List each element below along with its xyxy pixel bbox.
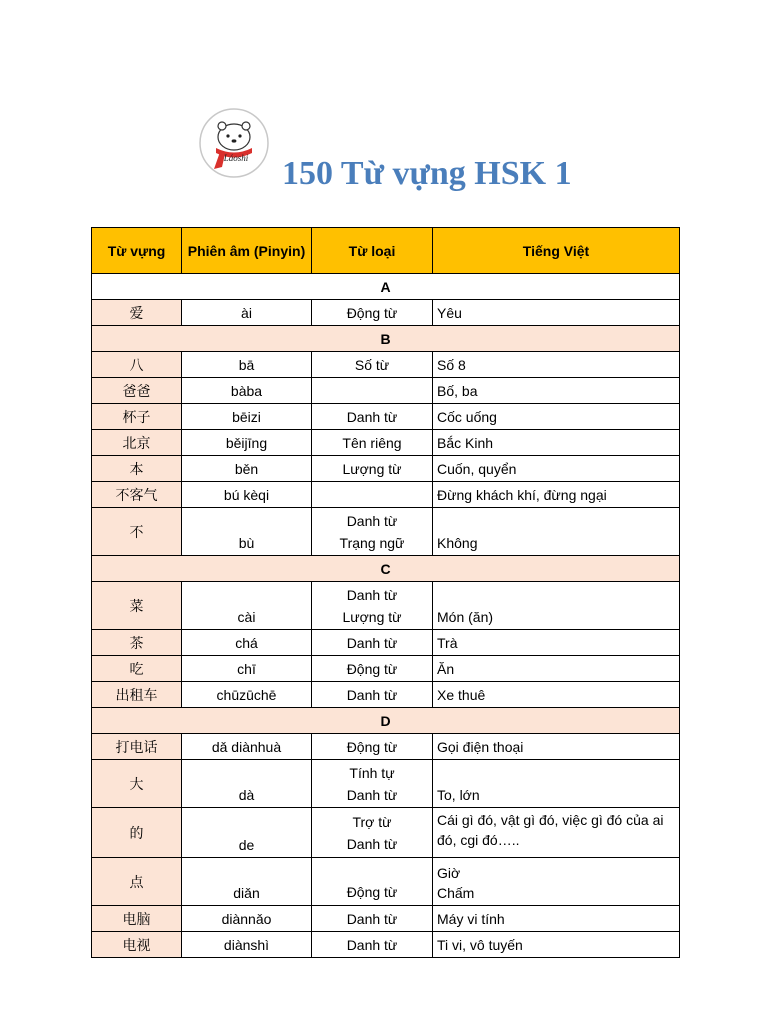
word-type-cell <box>312 430 433 456</box>
hanzi-cell: 不 <box>92 508 182 556</box>
laoshi-logo <box>198 107 270 179</box>
hanzi-cell: 电视 <box>92 932 182 958</box>
table-row <box>92 682 680 708</box>
meaning-cell <box>433 352 680 378</box>
table-row <box>92 482 680 508</box>
table-row <box>92 352 680 378</box>
header-vocabulary: Từ vựng <box>92 228 182 274</box>
meaning-cell <box>433 378 680 404</box>
hanzi-cell: 不客气 <box>92 482 182 508</box>
hanzi-cell: 菜 <box>92 582 182 630</box>
table-row <box>92 404 680 430</box>
header-word-type: Từ loại <box>312 228 433 274</box>
meaning-text: Cốc uống <box>437 408 497 425</box>
meaning-cell <box>433 582 680 630</box>
meaning-text: Ăn <box>437 660 455 677</box>
pinyin-cell: bù <box>182 508 312 556</box>
word-type-text: Danh từ <box>346 586 398 603</box>
pinyin-cell: dà <box>182 760 312 808</box>
meaning-cell <box>433 760 680 808</box>
word-type-text: Lượng từ <box>342 608 402 625</box>
meaning-cell <box>433 656 680 682</box>
word-type-cell <box>312 682 433 708</box>
word-type-cell <box>312 906 433 932</box>
word-type-cell <box>312 656 433 682</box>
word-type-text: Tính tự <box>349 764 395 781</box>
meaning-cell <box>433 734 680 760</box>
word-type-cell <box>312 300 433 326</box>
word-type-text: Danh từ <box>346 634 398 651</box>
meaning-text: Không <box>437 535 478 551</box>
letter-row <box>92 274 680 300</box>
hanzi-cell: 北京 <box>92 430 182 456</box>
pinyin-cell: diǎn <box>182 858 312 906</box>
hanzi-cell: 出租车 <box>92 682 182 708</box>
meaning-text: Bắc Kinh <box>437 434 494 451</box>
letter-heading: D <box>92 708 680 734</box>
table-row <box>92 656 680 682</box>
word-type-cell <box>312 734 433 760</box>
word-type-text: Danh từ <box>346 686 398 703</box>
word-type-text: Danh từ <box>346 786 398 803</box>
hanzi-cell: 杯子 <box>92 404 182 430</box>
meaning-text: Máy vi tính <box>437 910 505 927</box>
pinyin-cell: de <box>182 808 312 858</box>
meaning-text: Xe thuê <box>437 686 486 703</box>
table-row <box>92 932 680 958</box>
letter-heading: A <box>92 274 680 300</box>
word-type-text: Danh từ <box>346 408 398 425</box>
pinyin-cell: chī <box>182 656 312 682</box>
meaning-text: Gọi điện thoại <box>437 738 524 755</box>
meaning-text: Chấm <box>437 885 475 901</box>
word-type-text: Động từ <box>346 738 398 755</box>
word-type-text: Danh từ <box>346 512 398 529</box>
meaning-text: Cái gì đó, vật gì đó, việc gì đó của ai đó, cgi đó….. <box>437 812 664 848</box>
letter-heading: C <box>92 556 680 582</box>
pinyin-cell: bàba <box>182 378 312 404</box>
meaning-cell <box>433 808 680 858</box>
hanzi-cell: 点 <box>92 858 182 906</box>
table-row <box>92 300 680 326</box>
word-type-text: Trợ từ <box>352 813 392 830</box>
pinyin-cell: bēizi <box>182 404 312 430</box>
header-pinyin: Phiên âm (Pinyin) <box>182 228 312 274</box>
word-type-cell <box>312 378 433 404</box>
hanzi-cell: 八 <box>92 352 182 378</box>
pinyin-cell: běn <box>182 456 312 482</box>
table-row <box>92 808 680 858</box>
hanzi-cell: 吃 <box>92 656 182 682</box>
meaning-cell <box>433 300 680 326</box>
hanzi-cell: 的 <box>92 808 182 858</box>
table-row <box>92 630 680 656</box>
word-type-text: Động từ <box>346 884 398 900</box>
meaning-text: Món (ăn) <box>437 609 494 625</box>
word-type-text: Động từ <box>346 304 398 321</box>
pinyin-cell: diànnǎo <box>182 906 312 932</box>
word-type-text: Động từ <box>346 660 398 677</box>
word-type-cell <box>312 858 433 906</box>
word-type-cell <box>312 760 433 808</box>
letter-row <box>92 556 680 582</box>
word-type-cell <box>312 404 433 430</box>
hanzi-cell: 电脑 <box>92 906 182 932</box>
letter-row <box>92 708 680 734</box>
pinyin-cell: chá <box>182 630 312 656</box>
meaning-text: Đừng khách khí, đừng ngại <box>437 486 607 503</box>
word-type-cell <box>312 482 433 508</box>
meaning-cell <box>433 508 680 556</box>
letter-row <box>92 326 680 352</box>
meaning-text: Số 8 <box>437 356 466 373</box>
table-row <box>92 378 680 404</box>
hanzi-cell: 本 <box>92 456 182 482</box>
table-row <box>92 858 680 906</box>
letter-heading: B <box>92 326 680 352</box>
meaning-cell <box>433 456 680 482</box>
meaning-cell <box>433 404 680 430</box>
meaning-text: Ti vi, vô tuyến <box>437 936 523 953</box>
table-row <box>92 508 680 556</box>
pinyin-cell: cài <box>182 582 312 630</box>
pinyin-cell: bú kèqi <box>182 482 312 508</box>
meaning-cell <box>433 430 680 456</box>
pinyin-cell: diànshì <box>182 932 312 958</box>
word-type-cell <box>312 456 433 482</box>
meaning-cell <box>433 906 680 932</box>
meaning-cell <box>433 932 680 958</box>
table-row <box>92 456 680 482</box>
svg-text:Láoshi: Láoshi <box>223 153 249 163</box>
meaning-text: Giờ <box>437 865 461 881</box>
meaning-cell <box>433 630 680 656</box>
hanzi-cell: 爱 <box>92 300 182 326</box>
vocabulary-table <box>91 227 680 958</box>
word-type-text: Tên riêng <box>342 434 402 451</box>
pinyin-cell: běijīng <box>182 430 312 456</box>
word-type-cell <box>312 508 433 556</box>
word-type-text: Danh từ <box>346 835 398 852</box>
hanzi-cell: 大 <box>92 760 182 808</box>
meaning-cell <box>433 858 680 906</box>
word-type-text: Số từ <box>354 356 390 373</box>
table-row <box>92 430 680 456</box>
table-header-row <box>92 228 680 274</box>
word-type-text: Danh từ <box>346 936 398 953</box>
table-row <box>92 734 680 760</box>
word-type-text: Lượng từ <box>342 460 402 477</box>
hanzi-cell: 打电话 <box>92 734 182 760</box>
meaning-text: Bố, ba <box>437 382 478 399</box>
meaning-cell <box>433 682 680 708</box>
word-type-cell <box>312 582 433 630</box>
word-type-cell <box>312 932 433 958</box>
table-row <box>92 906 680 932</box>
word-type-cell <box>312 630 433 656</box>
pinyin-cell: chūzūchē <box>182 682 312 708</box>
pinyin-cell: bā <box>182 352 312 378</box>
header-vietnamese: Tiếng Việt <box>433 228 680 274</box>
pinyin-cell: dǎ diànhuà <box>182 734 312 760</box>
page-title: 150 Từ vựng HSK 1 <box>282 155 572 192</box>
meaning-text: Trà <box>437 634 458 651</box>
meaning-cell <box>433 482 680 508</box>
word-type-text: Danh từ <box>346 910 398 927</box>
meaning-text: Yêu <box>437 304 462 321</box>
word-type-text: Trạng ngữ <box>339 534 405 551</box>
meaning-text: To, lớn <box>437 787 480 803</box>
table-row <box>92 582 680 630</box>
table-row <box>92 760 680 808</box>
word-type-cell <box>312 808 433 858</box>
meaning-text: Cuốn, quyển <box>437 460 517 477</box>
hanzi-cell: 茶 <box>92 630 182 656</box>
word-type-cell <box>312 352 433 378</box>
hanzi-cell: 爸爸 <box>92 378 182 404</box>
pinyin-cell: ài <box>182 300 312 326</box>
